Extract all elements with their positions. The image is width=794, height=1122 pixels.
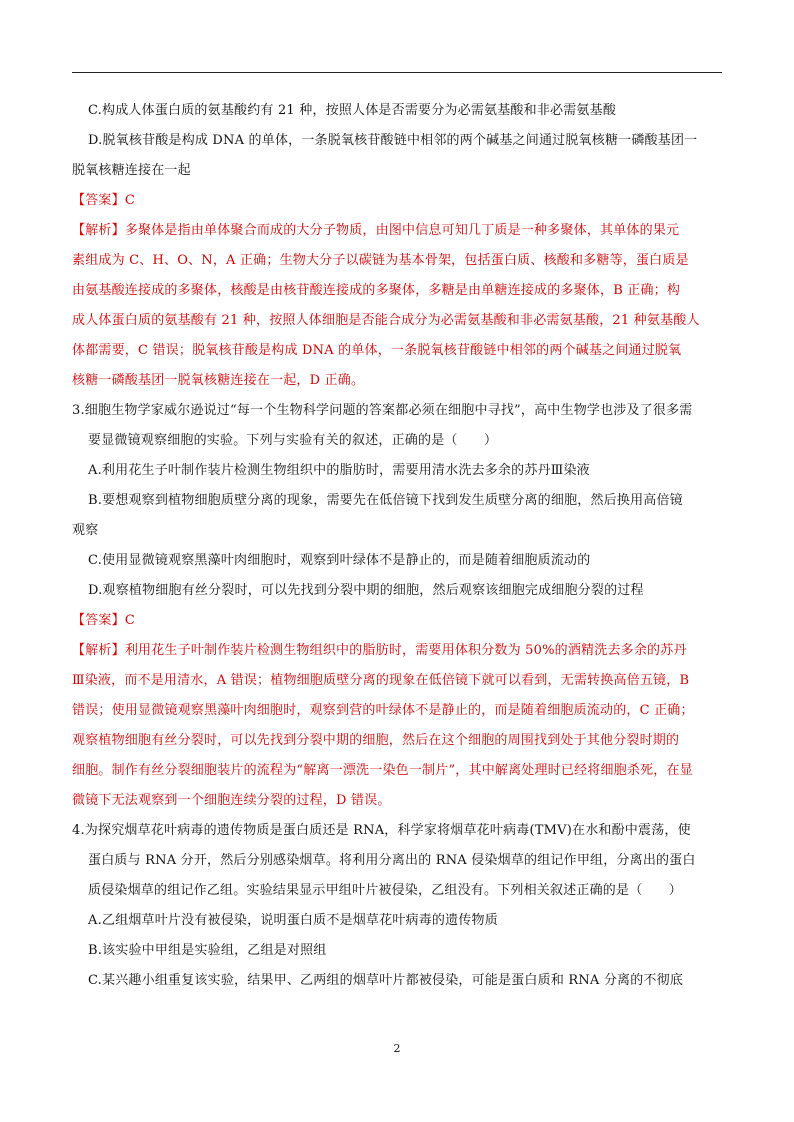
answer-tag: 【答案】	[72, 613, 125, 628]
analysis-text: 利用花生子叶制作装片检测生物组织中的脂肪时，需要用体积分数为 50%的酒精洗去多余的苏丹	[124, 643, 687, 658]
q3-option-a: A.利用花生子叶制作装片检测生物组织中的脂肪时，需要用清水洗去多余的苏丹Ⅲ染液	[88, 463, 590, 478]
q3-stem-line-2: 要显微镜观察细胞的实验。下列与实验有关的叙述，正确的是（ ）	[88, 433, 498, 448]
q4-stem-line-1: 4.为探究烟草花叶病毒的遗传物质是蛋白质还是 RNA，科学家将烟草花叶病毒(TMV)在水和酚中震荡，使	[72, 823, 691, 838]
q3-analysis-line-4: 观察植物细胞有丝分裂时，可以先找到分裂中期的细胞，然后在这个细胞的周围找到处于其他分裂时期的	[72, 733, 680, 748]
q2-option-d-line-1: D.脱氧核苷酸是构成 DNA 的单体，一条脱氧核苷酸链中相邻的两个碱基之间通过脱氧核糖一磷酸基团一	[88, 133, 698, 148]
q4-option-c: C.某兴趣小组重复该实验，结果甲、乙两组的烟草叶片都被侵染，可能是蛋白质和 RNA 分离的不彻底	[88, 973, 684, 988]
answer-tag: 【答案】	[72, 193, 125, 208]
analysis-text: 多聚体是指由单体聚合而成的大分子物质，由图中信息可知几丁质是一种多聚体，其单体的果元	[124, 223, 680, 238]
q2-analysis-line-4: 成人体蛋白质的氨基酸有 21 种，按照人体细胞是否能合成分为必需氨基酸和非必需氨基酸，21 种氨基酸人	[72, 313, 700, 328]
q3-option-b-line-2: 观察	[72, 523, 99, 538]
analysis-tag: 【解析】	[72, 223, 125, 238]
answer-value: C	[124, 193, 135, 208]
q2-answer	[72, 186, 724, 216]
q2-analysis-line-2: 素组成为 C、H、O、N，A 正确；生物大分子以碳链为基本骨架，包括蛋白质、核酸和多糖等，蛋白质是	[72, 253, 689, 268]
q4-stem-line-2: 蛋白质与 RNA 分开，然后分别感染烟草。将利用分离出的 RNA 侵染烟草的组记作甲组，分离出的蛋白	[88, 853, 696, 868]
q4-stem-line-3: 质侵染烟草的组记作乙组。实验结果显示甲组叶片被侵染，乙组没有。下列相关叙述正确的是（ ）	[88, 883, 683, 898]
q4-option-b: B.该实验中甲组是实验组，乙组是对照组	[88, 943, 327, 958]
q2-analysis-line-5: 体都需要，C 错误；脱氧核苷酸是构成 DNA 的单体，一条脱氧核苷酸链中相邻的两个碱基之间通过脱氧	[72, 343, 682, 358]
q2-analysis-line-3: 由氨基酸连接成的多聚体，核酸是由核苷酸连接成的多聚体，多糖是由单糖连接成的多聚体，B 正确；构	[72, 283, 681, 298]
q3-stem-line-1: 3.细胞生物学家威尔逊说过“每一个生物科学问题的答案都必须在细胞中寻找”，高中生物学也涉及了很多需	[72, 403, 693, 418]
q2-analysis-line-1	[72, 216, 724, 246]
analysis-tag: 【解析】	[72, 643, 125, 658]
q3-option-b-line-1: B.要想观察到植物细胞质壁分离的现象，需要先在低倍镜下找到发生质壁分离的细胞，然后换用高倍镜	[88, 493, 683, 508]
q3-analysis-line-3: 错误；使用显微镜观察黑藻叶肉细胞时，观察到营的叶绿体不是静止的，而是随着细胞质流动的，C 正确；	[72, 703, 694, 718]
q2-option-c: C.构成人体蛋白质的氨基酸约有 21 种，按照人体是否需要分为必需氨基酸和非必需氨基酸	[88, 103, 617, 118]
page-content	[72, 96, 724, 996]
q3-analysis-line-6: 微镜下无法观察到一个细胞连续分裂的过程，D 错误。	[72, 793, 391, 808]
q2-option-d-line-2: 脱氧核糖连接在一起	[72, 163, 191, 178]
header-rule	[72, 72, 722, 73]
q3-option-c: C.使用显微镜观察黑藻叶肉细胞时，观察到叶绿体不是静止的，而是随着细胞质流动的	[88, 553, 591, 568]
q3-answer	[72, 606, 724, 636]
q2-analysis-line-6: 核糖一磷酸基团一脱氧核糖连接在一起，D 正确。	[72, 373, 365, 388]
q3-analysis-line-1	[72, 636, 724, 666]
page-number: 2	[393, 1042, 401, 1055]
q4-option-a: A.乙组烟草叶片没有被侵染，说明蛋白质不是烟草花叶病毒的遗传物质	[88, 913, 498, 928]
answer-value: C	[124, 613, 135, 628]
q3-option-d: D.观察植物细胞有丝分裂时，可以先找到分裂中期的细胞，然后观察该细胞完成细胞分裂的过程	[88, 583, 644, 598]
q3-analysis-line-2: Ⅲ染液，而不是用清水，A 错误；植物细胞质壁分离的现象在低倍镜下就可以看到，无需转换高倍五镜，B	[72, 673, 690, 688]
q3-analysis-line-5: 细胞。制作有丝分裂细胞装片的流程为“解离一漂洗一染色一制片”，其中解离处理时已经将细胞杀死，在显	[72, 763, 693, 778]
